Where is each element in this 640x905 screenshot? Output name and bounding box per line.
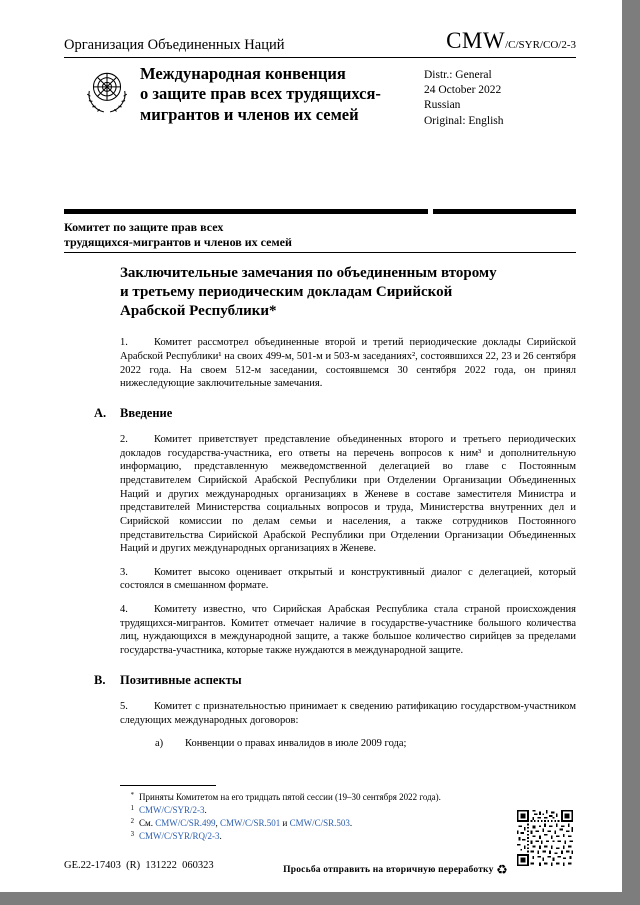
paragraph-number: 5.: [120, 700, 128, 712]
footnote-text: .: [349, 818, 353, 829]
document-title-line: Заключительные замечания по объединенным второму: [120, 265, 497, 281]
footnote-2: [120, 817, 576, 829]
document-link[interactable]: CMW/C/SYR/2-3: [139, 805, 205, 816]
paragraph-number: 1.: [120, 337, 128, 349]
distr-language: Russian: [424, 99, 461, 112]
ge-reference-number: GE.22-17403 (R) 131222 060323: [64, 860, 214, 871]
distribution-block: [424, 68, 504, 129]
recycle-note: [270, 862, 508, 878]
paragraph-number: 2.: [120, 434, 128, 446]
distr-date: 24 October 2022: [424, 84, 502, 97]
paragraph-text: Комитет с признательностью принимает к сведению ратификацию государством-участником следующих международных договоров:: [120, 700, 576, 726]
document-link[interactable]: CMW/C/SR.503: [289, 818, 350, 829]
document-title-line: Арабской Республики*: [120, 302, 277, 319]
list-item-a: [120, 737, 576, 751]
footnote-text: Приняты Комитетом на его тридцать пятой сессии (19–30 сентября 2022 года).: [139, 792, 441, 802]
section-letter: A.: [94, 405, 107, 420]
organization-name: Организация Объединенных Наций: [64, 37, 285, 53]
convention-title-line: Международная конвенция: [140, 64, 346, 83]
paragraph-text: Комитет рассмотрел объединенные второй и третий периодические доклады Сирийской Арабской Республики¹ на своих 499-м, 501-м и 503-м заседаниях², состоявшихся 22, 23 и 26 сентября 2022 года. На своем 512-м заседании, состоявшемся 30 сентября 2022 года, он принял нижеследующие заключительные замечания.: [120, 337, 576, 390]
distr-original: Original: English: [424, 114, 504, 127]
paragraph-5: [120, 700, 576, 727]
convention-title-line: о защите прав всех трудящихся-: [140, 84, 381, 104]
convention-title-line: мигрантов и членов их семей: [140, 104, 359, 124]
document-title: [120, 264, 576, 320]
footnote-text: См.: [139, 818, 156, 829]
document-symbol-suffix: /C/SYR/CO/2-3: [505, 39, 576, 51]
recycle-note-text: Просьба отправить на вторичную переработку: [283, 865, 494, 875]
paragraph-number: 4.: [120, 604, 128, 616]
paragraph-text: Комитету известно, что Сирийская Арабская Республика стала страной происхождения трудящихся-мигрантов. Комитет отмечает наличие в государстве-участнике большого количества лиц, нуждающихся в международной защите, а также большое количество сирийцев за пределами государства-участника, которые также нуждаются в международной защите.: [120, 604, 576, 657]
committee-name-line: Комитет по защите прав всех: [64, 220, 224, 234]
footnote-mark: 3: [130, 831, 134, 839]
committee-name-line: трудящихся-мигрантов и членов их семей: [64, 235, 292, 250]
document-symbol-prefix: CMW: [446, 28, 506, 53]
document-symbol: [446, 28, 576, 54]
list-item-marker: a): [155, 738, 164, 750]
section-label: Позитивные аспекты: [120, 672, 242, 687]
document-title-line: и третьему периодическим докладам Сирийской: [120, 283, 453, 300]
section-letter: B.: [94, 672, 106, 687]
qr-code: [517, 810, 573, 866]
paragraph-number: 3.: [120, 566, 128, 578]
document-link[interactable]: CMW/C/SR.501: [219, 818, 281, 829]
footnote-text: и: [280, 818, 290, 829]
footnote-star: [120, 791, 576, 803]
footnote-text: .: [204, 805, 207, 816]
list-item-text: Конвенции о правах инвалидов в июле 2009 года;: [185, 738, 407, 750]
section-heading-b: [94, 672, 576, 688]
paragraph-text: Комитет высоко оценивает открытый и конструктивный диалог с делегацией, который состоялся в смешанном формате.: [120, 566, 576, 592]
paragraph-3: [120, 566, 576, 593]
footnote-3: [120, 830, 576, 842]
paragraph-4: [120, 603, 576, 658]
section-label: Введение: [120, 405, 173, 420]
footnote-mark: *: [130, 792, 134, 799]
paragraph-2: [120, 433, 576, 556]
convention-title: [140, 64, 426, 125]
un-emblem-icon: [82, 66, 132, 116]
recycle-icon: ♻: [496, 862, 508, 877]
distr-type: Distr.: General: [424, 69, 492, 81]
divider-bar-left: [64, 209, 428, 214]
section-heading-a: [94, 405, 576, 421]
paragraph-text: Комитет приветствует представление объединенных второго и третьего периодических докладов государства-участника, его ответы на перечень вопросов к ним³ и дополнительную информацию, представленную межведомственной делегацией во главе с Постоянным представителем Сирийской Арабской Республики при Отделении Организации Объединенных Наций и других международных организациях в Женеве в составе заместителя Министра и представителей Министерства социальных вопросов и труда, Министерства внутренних дел и Сирийской комиссии по делам семьи и населения, а также сотрудников Постоянного представительства Сирийской Арабской Республики при Отделении Организации Объединенных Наций и других международных организациях в Женеве.: [120, 434, 576, 555]
committee-name: [64, 220, 292, 250]
footnote-mark: 1: [130, 805, 134, 813]
footnote-text: .: [219, 831, 222, 842]
footnote-1: [120, 804, 576, 816]
footnote-mark: 2: [130, 818, 134, 826]
footnotes: [120, 785, 576, 844]
document-link[interactable]: CMW/C/SR.499: [155, 818, 216, 829]
footnote-text: ,: [215, 818, 220, 829]
divider-bar-right: [433, 209, 576, 214]
footnote-separator: [120, 785, 216, 786]
document-link[interactable]: CMW/C/SYR/RQ/2-3: [139, 831, 220, 842]
masthead: [64, 28, 576, 58]
main-content: [94, 264, 576, 761]
paragraph-1: [120, 336, 576, 391]
committee-divider: [64, 252, 576, 253]
